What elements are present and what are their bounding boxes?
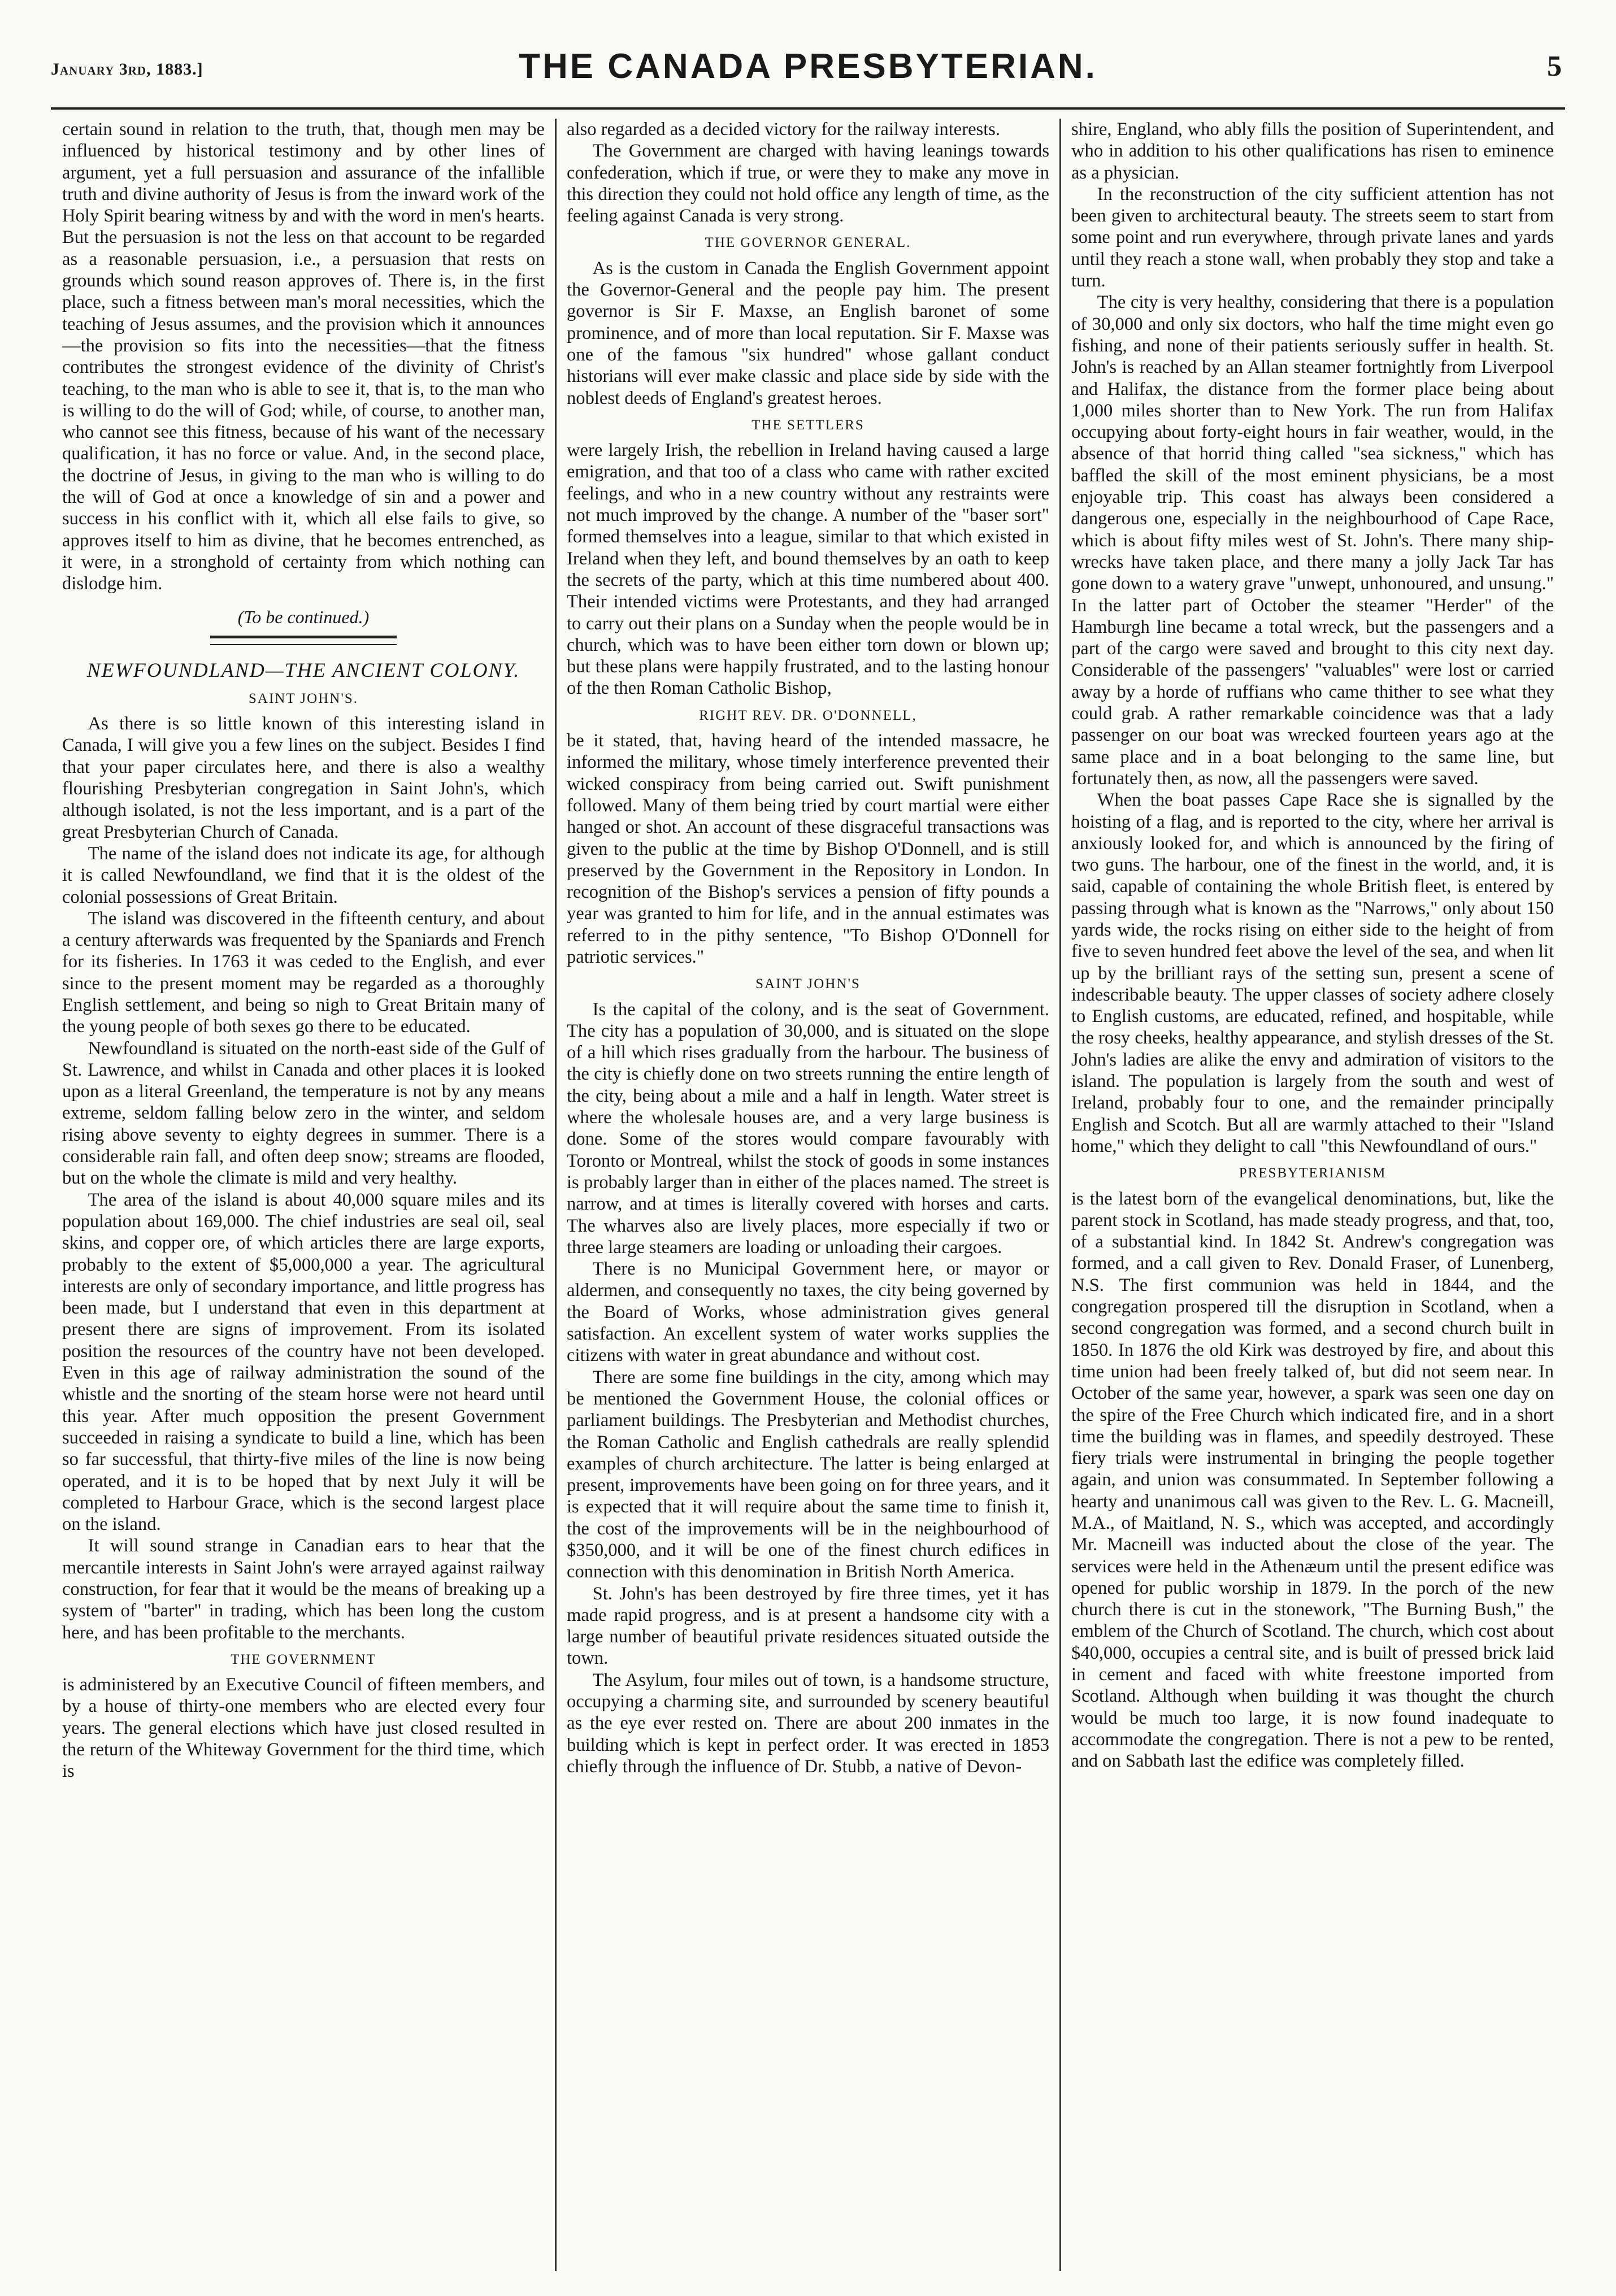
paragraph: The city is very healthy, considering that there is a population of 30,000 and only six doctors, who half the time might even go fishing, and none of their patients seriously suffer in health. St. John's is reached by an Allan steamer fortnightly from Liverpool and Halifax, the distance from the former place being about 1,000 miles shorter than to New York. The run from Halifax occupying about forty-eight hours in fair weather, would, in the absence of that horrid thing called "sea sickness," which has baffled the skill of the most eminent physicians, be a most enjoyable trip. This coast has always been considered a dangerous one, especially in the neighbourhood of Cape Race, which is about fifty miles west of St. John's. There many ship-wrecks have taken place, and there many a jolly Jack Tar has gone down to a watery grave "unwept, unhonoured, and unsung." In the latter part of October the steamer "Herder" of the Hamburgh line became a total wreck, but the passengers and a part of the cargo were saved and brought to this city next day. Considerable of the passengers' "valuables" were lost or carried away by a horde of ruffians who came thither to see what they could grab. A rather remarkable coincidence was that a lady passenger on our boat was wrecked fourteen years ago at the same place and in a boat belonging to the same line, but fortunately then, as now, all the passengers were saved. <box>1071 292 1554 789</box>
paragraph: The Government are charged with having leanings towards confederation, which if true, or were they to make any move in this direction they could not hold office any length of time, as the feeling against Canada is very strong. <box>567 141 1049 227</box>
continued-note: (To be continued.) <box>237 606 370 627</box>
paragraph: shire, England, who ably fills the position of Superintendent, and who in addition to his other qualifications has risen to eminence as a physician. <box>1071 119 1554 183</box>
subheading: THE GOVERNMENT <box>231 1651 376 1667</box>
paragraph: It will sound strange in Canadian ears to hear that the mercantile interests in Saint John's were arrayed against railway construction, for fear that it would be the means of breaking up a system of "barter" in trading, which has been long the custom here, and has been profitable to the merchants. <box>62 1536 545 1643</box>
paragraph: The name of the island does not indicate its age, for although it is called Newfoundland, we find that it is the oldest of the colonial possessions of Great Britain. <box>62 843 545 907</box>
subheading: SAINT JOHN'S <box>755 976 861 992</box>
paragraph: be it stated, that, having heard of the intended massacre, he informed the military, whose timely interference prevented their wicked conspiracy from being carried out. Swift punishment followed. Many of them being tried by court martial were either hanged or shot. An account of these disgraceful transactions was given to the public at the time by Bishop O'Donnell, and is still preserved by the Government in the Repository in London. In recognition of the Bishop's services a pension of fifty pounds a year was granted to him for life, and in the annual estimates was referred to in the pithy sentence, "To Bishop O'Donnell for patriotic services." <box>567 730 1049 967</box>
paragraph: As there is so little known of this interesting island in Canada, I will give you a few lines on the subject. Besides I find that your paper circulates here, and there is also a wealthy flourishing Presbyterian congregation in Saint John's, which although isolated, is not the less important, and is a part of the great Presbyterian Church of Canada. <box>62 714 545 842</box>
paragraph: is administered by an Executive Council of fifteen members, and by a house of thirty-one members who are elected every four years. The general elections which have just closed resulted in the return of the Whiteway Government for the third time, which is <box>62 1675 545 1782</box>
paragraph: were largely Irish, the rebellion in Ireland having caused a large emigration, and that too of a class who came with rather excited feelings, and who in a new country without any restraints were not much improved by the change. A number of the "baser sort" formed themselves into a league, similar to that which existed in Ireland when they left, and bound themselves by an oath to keep the secrets of the party, which at this time numbered about 400. Their intended victims were Protestants, and they had arranged to carry out their plans on a Sunday when the people would be in church, which was to have been either torn down or blown up; but these plans were happily frustrated, and to the lasting honour of the then Roman Catholic Bishop, <box>567 440 1049 699</box>
column-1 <box>52 119 555 2271</box>
subheading: PRESBYTERIANISM <box>1239 1166 1387 1181</box>
paragraph: The area of the island is about 40,000 square miles and its population about 169,000. The chief industries are seal oil, seal skins, and copper ore, of which articles there are large exports, probably to the extent of $5,000,000 a year. The agricultural interests are only of secondary importance, and little progress has been made, but I understand that even in this department at present there are signs of improvement. From its isolated position the resources of the country have not been developed. Even in this age of railway administration the sound of the whistle and the snorting of the steam horse were not heard until this year. After much opposition the present Government succeeded in raising a syndicate to build a line, which has been so far successful, that thirty-five miles of the line is now being operated, and it is to be hoped that by next July it will be completed to Harbour Grace, which is the second largest place on the island. <box>62 1189 545 1535</box>
paragraph: certain sound in relation to the truth, that, though men may be influenced by historical testimony and by other lines of argument, yet a full persuasion and assurance of the infallible truth and divine authority of Jesus is from the inward work of the Holy Spirit bearing witness by and with the word in men's hearts. But the persuasion is not the less on that account to be regarded as a reasonable persuasion, i.e., a persuasion that rests on grounds which sound reason approves of. There is, in the first place, such a fitness between man's moral necessities, which the teaching of Jesus assumes, and the provision which it announces—the provision so fits into the necessities—that the fitness contributes the strongest evidence of the divinity of Christ's teaching, to the man who is able to see it, that is, to the man who is willing to do the will of God; while, of course, to another man, who cannot see this fitness, because of his want of the necessary qualification, it has no force or value. And, in the second place, the doctrine of Jesus, in giving to the man who is willing to do the will of God at once a knowledge of sin and a power and success in his conflict with it, which all else fails to give, so approves itself to him as divine, that he becomes entrenched, as it were, in a stronghold of certainty from which nothing can dislodge him. <box>62 119 545 594</box>
paragraph: St. John's has been destroyed by fire three times, yet it has made rapid progress, and is at present a handsome city with a large number of beautiful private residences situated outside the town. <box>567 1583 1049 1669</box>
section-separator <box>210 636 397 645</box>
subheading: RIGHT REV. DR. O'DONNELL, <box>699 707 917 723</box>
paragraph: The island was discovered in the fifteenth century, and about a century afterwards was frequented by the Spaniards and French for its fisheries. In 1763 it was ceded to the English, and ever since to the present moment may be regarded as a thoroughly English settlement, and being so nigh to Great Britain many of the young people of both sexes go there to be educated. <box>62 908 545 1037</box>
paragraph: As is the custom in Canada the English Government appoint the Governor-General and the people pay him. The present governor is Sir F. Maxse, an English baronet of some prominence, and of more than local reputation. Sir F. Maxse was one of the famous "six hundred" whose gallant conduct historians will ever make classic and place side by side with the noblest deeds of England's greatest heroes. <box>567 258 1049 408</box>
paragraph: In the reconstruction of the city sufficient attention has not been given to architectural beauty. The streets seem to start from some point and run everywhere, through private lanes and yards until they reach a stone wall, when probably they stop and take a turn. <box>1071 184 1554 292</box>
page-number: 5 <box>1547 50 1562 82</box>
paragraph: The Asylum, four miles out of town, is a handsome structure, occupying a charming site, and surrounded by scenery beautiful as the eye ever rested on. There are about 200 inmates in the building which is kept in perfect order. It was erected in 1853 chiefly through the influence of Dr. Stubb, a native of Devon- <box>567 1669 1049 1777</box>
paragraph: There is no Municipal Government here, or mayor or aldermen, and consequently no taxes, the city being governed by the Board of Works, whose administration gives general satisfaction. An excellent system of water works supplies the citizens with water in great abundance and without cost. <box>567 1259 1049 1366</box>
paragraph: is the latest born of the evangelical denominations, but, like the parent stock in Scotland, has made steady progress, and that, too, of a substantial kind. In 1842 St. Andrew's congregation was formed, and a call given to Rev. Donald Fraser, of Lunenberg, N.S. The first communion was held in 1844, and the congregation prospered till the disruption in Scotland, when a second congregation was formed, and a second church built in 1850. In 1876 the old Kirk was destroyed by fire, and about this time union had been freely talked of, but did not seem near. In October of the same year, however, a spark was seen one day on the spire of the Free Church which indicated fire, and in a short time the building was in flames, and speedily destroyed. These fiery trials were instrumental in bringing the people together again, and union was consummated. In September following a hearty and unanimous call was given to the Rev. L. G. Macneill, M.A., of Maitland, N. S., which was accepted, and accordingly Mr. Macneill was inducted about the close of the year. The services were held in the Athenæum until the present edifice was opened for public worship in 1879. In the porch of the new church there is cut in the stonework, "The Burning Bush," the emblem of the Church of Scotland. The church, which cost about $40,000, occupies a central site, and is built of pressed brick laid in cement and faced with white freestone imported from Scotland. Although when building it was thought the church would be much too large, it is now found inadequate to accommodate the congregation. There is not a pew to be rented, and on Sabbath last the edifice was completely filled. <box>1071 1188 1554 1772</box>
masthead-rule <box>51 107 1565 110</box>
subheading: THE SETTLERS <box>751 417 865 433</box>
issue-date: January 3rd, 1883.] <box>51 60 203 79</box>
article-columns <box>52 119 1564 2271</box>
paragraph: also regarded as a decided victory for the railway interests. <box>567 119 1001 140</box>
newspaper-title: THE CANADA PRESBYTERIAN. <box>519 47 1097 86</box>
column-3 <box>1059 119 1564 2271</box>
article-title: NEWFOUNDLAND—THE ANCIENT COLONY. <box>86 658 520 681</box>
subheading: SAINT JOHN'S. <box>249 690 358 706</box>
paragraph: Is the capital of the colony, and is the seat of Government. The city has a population of 30,000, and is situated on the slope of a hill which rises gradually from the harbour. The business of the city is chiefly done on two streets running the entire length of the city, being about a mile and a half in length. Water street is where the wholesale houses are, and a very large business is done. Some of the stores would compare favourably with Toronto or Montreal, whilst the stock of goods in some instances is probably larger than in either of the places named. The street is narrow, and at times is literally covered with horses and carts. The wharves also are lively places, more especially if two or three large steamers are loading or unloading their cargoes. <box>567 999 1049 1258</box>
column-2 <box>555 119 1059 2271</box>
paragraph: Newfoundland is situated on the north-east side of the Gulf of St. Lawrence, and whilst in Canada and other places it is looked upon as a literal Greenland, the temperature is not by any means extreme, seldom falling below zero in the winter, and seldom rising above seventy to eighty degrees in summer. There is a considerable rain fall, and often deep snow; streams are flooded, but on the whole the climate is mild and very healthy. <box>62 1038 545 1189</box>
paragraph: There are some fine buildings in the city, among which may be mentioned the Government House, the colonial offices or parliament buildings. The Presbyterian and Methodist churches, the Roman Catholic and English cathedrals are really splendid examples of church architecture. The latter is being enlarged at present, improvements have been going on for three years, and it is expected that it will require about the same time to finish it, the cost of the improvements will be in the neighbourhood of $350,000, and it will be one of the finest church edifices in connection with this denomination in British North America. <box>567 1367 1049 1582</box>
paragraph: When the boat passes Cape Race she is signalled by the hoisting of a flag, and is reported to the city, where her arrival is anxiously looked for, and which is announced by the firing of two guns. The harbour, one of the finest in the world, and, it is said, capable of containing the whole British fleet, is entered by passing through what is known as the "Narrows," only about 150 yards wide, the rocks rising on either side to the height of from five to seven hundred feet above the level of the sea, and when lit up by the brilliant rays of the setting sun, present a scene of indescribable beauty. The upper classes of society adhere closely to English customs, are educated, refined, and hospitable, while the rosy cheeks, healthy appearance, and stylish dresses of the St. John's ladies are alike the envy and admiration of visitors to the island. The population is largely from the south and west of Ireland, probably four to one, and the remainder principally English and Scotch. But all are warmly attached to their "Island home," which they delight to call "this Newfoundland of ours." <box>1071 790 1554 1156</box>
subheading: THE GOVERNOR GENERAL. <box>705 235 911 251</box>
masthead <box>51 44 1565 112</box>
